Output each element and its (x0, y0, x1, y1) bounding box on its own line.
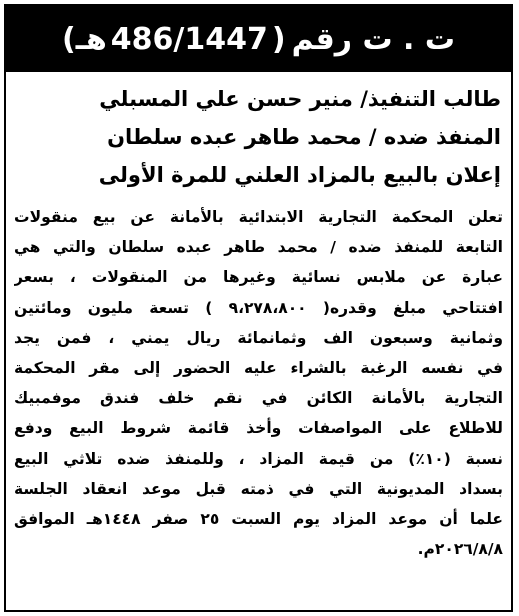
header-number: 486/1447 (110, 21, 268, 57)
body-line-last: ٢٠٢٦/٨/٨م. (417, 540, 503, 559)
auction-announcement-title: إعلان بالبيع بالمزاد العلني للمرة الأولى (98, 163, 501, 187)
notice-header (6, 6, 511, 72)
body-line: التجارية بالأمانة الكائن في نقم خلف فندق موفمبيك (14, 389, 503, 408)
header-hijri-suffix: هـ (75, 21, 107, 57)
body-line: افتتاحي مبلغ وقدره( ٩،٢٧٨،٨٠٠ ) تسعة مليون ومائتين (14, 298, 503, 317)
body-line: بسداد المديونية التي في ذمته قبل موعد انعقاد الجلسة (14, 479, 503, 498)
header-open-paren: ( (271, 21, 286, 57)
execution-requester: طالب التنفيذ/ منير حسن علي المسبلي (99, 87, 501, 111)
body-line: نسبة (١٠٪) من قيمة المزاد ، وللمنفذ ضده تلاثي البيع (14, 449, 503, 468)
body-line: تعلن المحكمة التجارية الابتدائية بالأمانة عن بيع منقولات (14, 208, 503, 226)
notice-body (14, 202, 503, 564)
body-line: للاطلاع على المواصفات وأخذ قائمة شروط البيع ودفع (14, 419, 503, 438)
body-line: عبارة عن ملابس نسائية وغيرها من المنقولات ، بسعر (14, 268, 503, 287)
notice-titles (16, 80, 501, 194)
body-line: علما أن موعد المزاد يوم السبت ٢٥ صفر ١٤٤٨هـ الموافق (14, 509, 503, 528)
auction-notice (4, 4, 513, 612)
body-line: التابعة للمنفذ ضده / محمد طاهر عبده سلطان والتي هي (14, 238, 503, 257)
body-line: في نفسه الرغبة بالشراء عليه الحضور إلى مقر المحكمة (14, 358, 503, 377)
header-prefix: ت . ت رقم (291, 21, 456, 57)
body-line: وثمانية وسبعون الف وثمانمائة ريال يمني ، فمن يجد (14, 328, 503, 347)
header-close-paren: ) (61, 21, 76, 57)
executed-against: المنفذ ضده / محمد طاهر عبده سلطان (107, 125, 501, 149)
